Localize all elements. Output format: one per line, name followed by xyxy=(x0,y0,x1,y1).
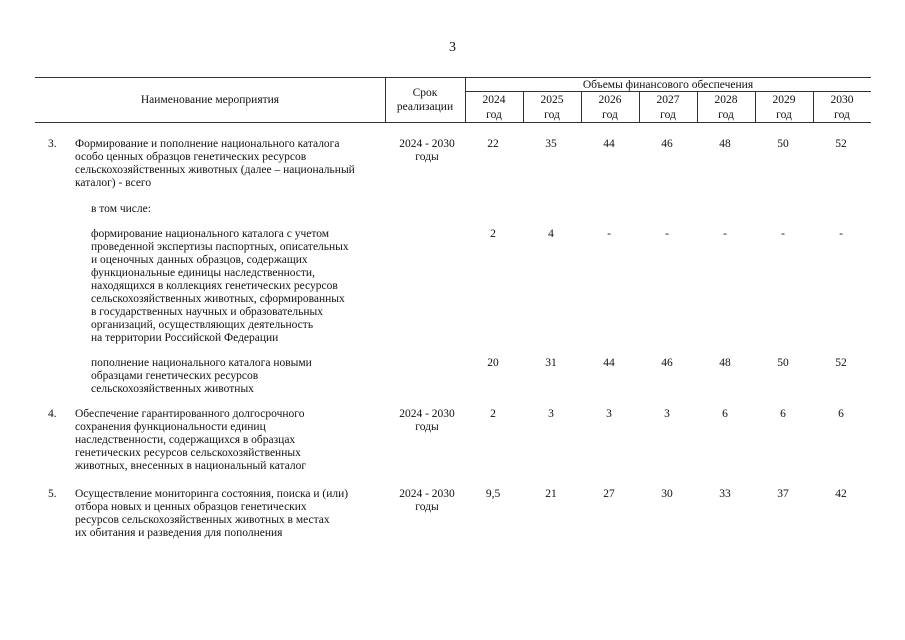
row-value-2030: 52 xyxy=(835,357,847,369)
header-year-2029 xyxy=(755,93,813,123)
row-term-line1: 2024 - 2030 xyxy=(399,138,455,150)
header-term-line2: реализации xyxy=(396,101,454,113)
row-value-2024: 22 xyxy=(487,138,499,150)
header-year-label: 2026 xyxy=(598,94,622,106)
row-value-2028: 6 xyxy=(722,408,728,420)
row-name: Осуществление мониторинга состояния, поиска и (или) отбора новых и ценных образцов генетических ресурсов сельскохозяйственных животных в местах их обитания и разведения для пополнения xyxy=(75,488,349,539)
header-year-2025 xyxy=(523,93,581,123)
row-value-2024: 20 xyxy=(487,357,499,369)
header-year-label: 2030 xyxy=(830,94,854,106)
row-value-2028: 33 xyxy=(719,488,731,500)
header-funding: Объемы финансового обеспечения xyxy=(582,79,754,91)
row-term-line1: 2024 - 2030 xyxy=(399,408,455,420)
header-year-2027 xyxy=(639,93,697,123)
header-year-unit: год xyxy=(486,109,502,121)
header-year-unit: год xyxy=(660,109,676,121)
header-year-2024 xyxy=(465,93,523,123)
row-name: Обеспечение гарантированного долгосрочного сохранения функциональности единиц наследственности, содержащихся в образцах генетических ресурсов сельскохозяйственных животных, внесенных в национальный каталог xyxy=(75,408,307,472)
header-year-unit: год xyxy=(776,109,792,121)
row-value-2028: - xyxy=(723,228,727,240)
row-value-2030: 42 xyxy=(835,488,847,500)
row-value-2026: 44 xyxy=(603,357,615,369)
header-year-unit: год xyxy=(544,109,560,121)
row-term-line2: годы xyxy=(415,421,439,433)
row-value-2027: 3 xyxy=(664,408,670,420)
row-value-2025: 31 xyxy=(545,357,557,369)
row-value-2024: 2 xyxy=(490,228,496,240)
header-year-label: 2029 xyxy=(772,94,796,106)
row-term-line1: 2024 - 2030 xyxy=(399,488,455,500)
row-number: 4. xyxy=(48,408,57,420)
row-value-2026: - xyxy=(607,228,611,240)
row-value-2025: 4 xyxy=(548,228,554,240)
row-name: Формирование и пополнение национального каталога особо ценных образцов генетических ресурсов сельскохозяйственных животных (далее – национальный каталог) - всего xyxy=(75,138,355,189)
row-value-2028: 48 xyxy=(719,138,731,150)
header-year-2028 xyxy=(697,93,755,123)
row-number: 3. xyxy=(48,138,57,150)
row-number: 5. xyxy=(48,488,57,500)
row-value-2028: 48 xyxy=(719,357,731,369)
header-term-line1: Срок xyxy=(412,87,438,99)
header-year-label: 2028 xyxy=(714,94,738,106)
header-year-label: 2024 xyxy=(482,94,506,106)
row-term-line2: годы xyxy=(415,151,439,163)
row-value-2027: - xyxy=(665,228,669,240)
row-value-2029: 50 xyxy=(777,138,789,150)
row-name: формирование национального каталога с учетом проведенной экспертизы паспортных, описательных и оценочных данных образцов, содержащих функциональные единицы наследственности, находящихся в коллекциях генетических ресурсов сельскохозяйственных животных, сформированных в государственных научных и образовательных организаций, осуществляющих деятельность на территории Российской Федерации xyxy=(91,228,349,344)
row-value-2027: 30 xyxy=(661,488,673,500)
row-value-2025: 3 xyxy=(548,408,554,420)
header-year-unit: год xyxy=(718,109,734,121)
row-value-2030: 6 xyxy=(838,408,844,420)
row-value-2026: 27 xyxy=(603,488,615,500)
row-value-2030: - xyxy=(839,228,843,240)
row-value-2024: 2 xyxy=(490,408,496,420)
row-value-2027: 46 xyxy=(661,357,673,369)
header-year-2026 xyxy=(581,93,639,123)
header-top-rule xyxy=(35,77,871,78)
header-year-label: 2025 xyxy=(540,94,564,106)
row-value-2025: 35 xyxy=(545,138,557,150)
header-year-label: 2027 xyxy=(656,94,680,106)
row-name: пополнение национального каталога новыми образцами генетических ресурсов сельскохозяйственных животных xyxy=(91,357,312,395)
header-year-unit: год xyxy=(602,109,618,121)
header-year-unit: год xyxy=(834,109,850,121)
row-value-2029: 50 xyxy=(777,357,789,369)
row-value-2027: 46 xyxy=(661,138,673,150)
row-value-2029: - xyxy=(781,228,785,240)
row-value-2030: 52 xyxy=(835,138,847,150)
row-value-2029: 37 xyxy=(777,488,789,500)
row-value-2024: 9,5 xyxy=(485,488,501,500)
header-name-column: Наименование мероприятия xyxy=(140,94,280,106)
row-name: в том числе: xyxy=(91,203,151,215)
row-value-2026: 3 xyxy=(606,408,612,420)
row-value-2026: 44 xyxy=(603,138,615,150)
row-value-2025: 21 xyxy=(545,488,557,500)
row-term-line2: годы xyxy=(415,501,439,513)
row-value-2029: 6 xyxy=(780,408,786,420)
header-year-2030 xyxy=(813,93,871,123)
page-number: 3 xyxy=(449,40,456,55)
